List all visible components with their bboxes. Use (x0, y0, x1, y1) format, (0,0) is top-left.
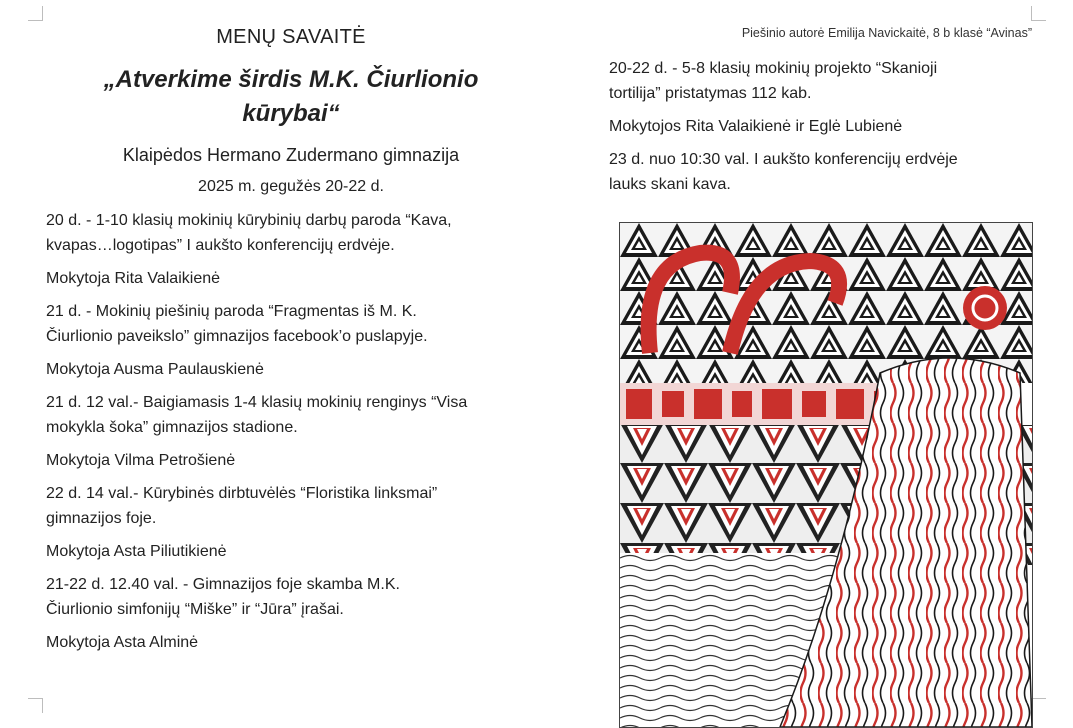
schedule-line: lauks skani kava. (609, 176, 731, 193)
teacher-name: Mokytojos Rita Valaikienė ir Eglė Lubienė (609, 118, 903, 135)
schedule-line: 21 d. 12 val.- Baigiamasis 1-4 klasių mokinių renginys “Visa (46, 394, 468, 411)
event-title-line-1: „Atverkime širdis M.K. Čiurlionio (103, 66, 479, 93)
teacher-name: Mokytoja Asta Piliutikienė (46, 543, 227, 560)
school-name: Klaipėdos Hermano Zudermano gimnazija (122, 145, 460, 165)
event-title-line-2: kūrybai“ (242, 100, 340, 127)
schedule-item (46, 390, 536, 440)
schedule-line: Čiurlionio simfonijų “Miške” ir “Jūra” įrašai. (46, 601, 344, 618)
drawing-credit: Piešinio autorė Emilija Navickaitė, 8 b klasė “Avinas” (741, 26, 1032, 40)
crop-mark-bottom-right (1031, 698, 1046, 713)
schedule-line: 21 d. - Mokinių piešinių paroda “Fragmentas iš M. K. (46, 303, 417, 320)
schedule-line: 22 d. 14 val.- Kūrybinės dirbtuvėlės “Floristika linksmai” (46, 485, 438, 502)
teacher-name: Mokytoja Rita Valaikienė (46, 270, 221, 287)
crop-mark-top-left (28, 6, 43, 21)
right-column (609, 56, 1029, 205)
schedule-line: 20 d. - 1-10 klasių mokinių kūrybinių darbų paroda “Kava, (46, 212, 452, 229)
teacher-name: Mokytoja Ausma Paulauskienė (46, 361, 264, 378)
schedule-line: gimnazijos foje. (46, 510, 157, 527)
teacher-name: Mokytoja Asta Alminė (46, 634, 199, 651)
schedule-line: 21-22 d. 12.40 val. - Gimnazijos foje skamba M.K. (46, 576, 400, 593)
schedule-line: 20-22 d. - 5-8 klasių mokinių projekto “Skanioji (609, 60, 938, 77)
left-column (46, 24, 536, 663)
schedule-line: 23 d. nuo 10:30 val. I aukšto konferencijų erdvėje (609, 151, 958, 168)
crop-mark-top-right (1031, 6, 1046, 21)
schedule-item (46, 208, 536, 258)
page-heading: MENŲ SAVAITĖ (216, 26, 366, 48)
teacher-name: Mokytoja Vilma Petrošienė (46, 452, 236, 469)
schedule-item (46, 299, 536, 349)
event-dates: 2025 m. gegužės 20-22 d. (198, 178, 384, 195)
artwork-drawing (619, 222, 1033, 728)
schedule-item (46, 572, 536, 622)
schedule-line: mokykla šoka” gimnazijos stadione. (46, 419, 298, 436)
crop-mark-bottom-left (28, 698, 43, 713)
schedule-item (46, 481, 536, 531)
schedule-item (609, 56, 1029, 106)
ram-zentangle-icon (620, 223, 1032, 727)
schedule-item (609, 147, 1029, 197)
schedule-line: Čiurlionio paveikslo” gimnazijos facebook’o puslapyje. (46, 328, 428, 345)
schedule-line: kvapas…logotipas” I aukšto konferencijų erdvėje. (46, 237, 395, 254)
schedule-line: tortilija” pristatymas 112 kab. (609, 85, 812, 102)
event-title (46, 63, 536, 131)
